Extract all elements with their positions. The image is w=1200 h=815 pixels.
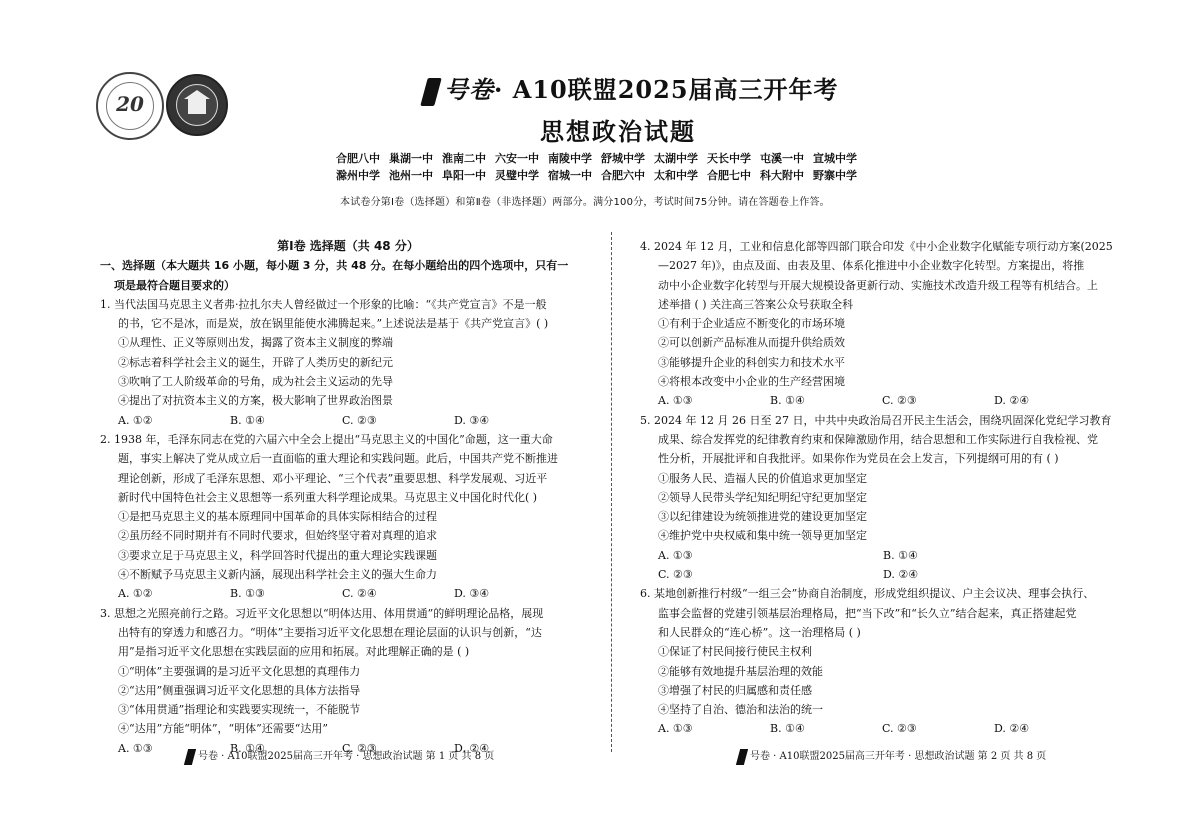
- question-stem-line: —2027 年)》，由点及面、由表及里、体系化推进中小企业数字化转型。方案提出，将推: [658, 259, 1085, 273]
- question-1: [100, 295, 596, 430]
- answer-choice: C. ②③: [882, 394, 917, 408]
- column-divider: [611, 232, 612, 752]
- question-list: [100, 295, 596, 758]
- question-option: ③增强了村民的归属感和责任感: [658, 683, 812, 697]
- question-option: ③能够提升企业的科创实力和技术水平: [658, 355, 845, 369]
- answer-choice: D. ③④: [454, 587, 490, 601]
- school-row: [336, 167, 896, 184]
- right-column: [640, 237, 1120, 739]
- question-option: ①有利于企业适应不断变化的市场环境: [658, 317, 845, 331]
- school-name: 南陵中学: [548, 152, 592, 165]
- school-name: 淮南二中: [442, 152, 486, 165]
- question-option: ③要求立足于马克思主义，科学回答时代提出的重大理论实践课题: [118, 548, 437, 562]
- answer-choice: B. ①④: [230, 741, 265, 755]
- answer-choice: A. ①③: [118, 741, 153, 755]
- answer-choice: A. ①③: [658, 548, 693, 562]
- question-stem-line: 成果、综合发挥党的纪律教育约束和保障激励作用，结合思想和工作实际进行自我检视、党: [658, 432, 1098, 446]
- question-stem-line: 性分析，开展批评和自我批评。如果你作为党员在会上发言，下列提纲可用的有 ( ): [658, 452, 1059, 466]
- school-seal-logo: [166, 74, 228, 136]
- school-name: 屯溪一中: [760, 152, 804, 165]
- answer-choice: D. ②④: [994, 394, 1030, 408]
- answer-choice: D. ②④: [454, 741, 490, 755]
- brand-name: 号卷: [444, 75, 494, 104]
- exam-note: 本试卷分第Ⅰ卷（选择题）和第Ⅱ卷（非选择题）两部分。满分100分，考试时间75分钟。请在答题卷上作答。: [340, 197, 830, 208]
- school-row: [336, 150, 896, 167]
- question-option: ④将根本改变中小企业的生产经营困境: [658, 375, 845, 389]
- question-option: ①保证了村民间接行使民主权利: [658, 645, 812, 659]
- question-option: ④不断赋予马克思主义新内涵，展现出科学社会主义的强大生命力: [118, 568, 437, 582]
- answer-choice: B. ①④: [883, 548, 918, 562]
- school-name: 太和中学: [654, 169, 698, 182]
- question-list: [640, 237, 1120, 739]
- left-column: [100, 237, 596, 758]
- school-name: 太湖中学: [654, 152, 698, 165]
- question-option: ④“达用”方能“明体”，“明体”还需要“达用”: [118, 722, 328, 736]
- question-option: ②“达用”侧重强调习近平文化思想的具体方法指导: [118, 683, 361, 697]
- school-name: 池州一中: [389, 169, 433, 182]
- question-option: ④提出了对抗资本主义的方案，极大影响了世界政治图景: [118, 394, 393, 408]
- school-name: 滁州中学: [336, 169, 380, 182]
- answer-choices: [100, 411, 596, 430]
- question-option: ①是把马克思主义的基本原理同中国革命的具体实际相结合的过程: [118, 510, 437, 524]
- answer-choice: D. ③④: [454, 413, 490, 427]
- question-5: [640, 411, 1120, 585]
- question-stem-line: 和人民群众的“连心桥”。这一治理格局 ( ): [658, 625, 861, 639]
- brand-mark-icon: [184, 749, 196, 765]
- answer-choice: B. ①④: [230, 413, 265, 427]
- answer-choice: D. ②④: [994, 722, 1030, 736]
- union-seal-logo: 20: [96, 72, 164, 140]
- question-option: ②能够有效地提升基层治理的效能: [658, 664, 823, 678]
- answer-choice: C. ②④: [342, 587, 377, 601]
- school-name: 野寨中学: [813, 169, 857, 182]
- school-name: 宣城中学: [813, 152, 857, 165]
- school-name: 阜阳一中: [442, 169, 486, 182]
- answer-choice: A. ①③: [658, 722, 693, 736]
- question-option: ②虽历经不同时期并有不同时代要求，但始终坚守着对真理的追求: [118, 529, 437, 543]
- question-stem-line: 2. 1938 年，毛泽东同志在党的六届六中全会上提出“马克思主义的中国化”命题，这一重大命: [100, 432, 553, 446]
- answer-choice: B. ①④: [770, 722, 805, 736]
- answer-choice: B. ①③: [230, 587, 265, 601]
- answer-choices: [640, 546, 1120, 585]
- question-3: [100, 604, 596, 758]
- title-rest: · A10联盟2025届高三开年考: [494, 75, 839, 104]
- question-4: [640, 237, 1120, 411]
- question-option: ③以纪律建设为统领推进党的建设更加坚定: [658, 510, 867, 524]
- question-option: ②可以创新产品标准从而提升供给质效: [658, 336, 845, 350]
- question-stem-line: 3. 思想之光照亮前行之路。习近平文化思想以“明体达用、体用贯通”的鲜明理论品格，展现: [100, 606, 544, 620]
- answer-choice: C. ②③: [342, 413, 377, 427]
- answer-choice: A. ①③: [658, 394, 693, 408]
- question-option: ②领导人民带头学纪知纪明纪守纪更加坚定: [658, 490, 867, 504]
- question-option: ④维护党中央权威和集中统一领导更加坚定: [658, 529, 867, 543]
- school-name: 舒城中学: [601, 152, 645, 165]
- school-name: 宿城一中: [548, 169, 592, 182]
- question-option: ②标志着科学社会主义的诞生，开辟了人类历史的新纪元: [118, 355, 393, 369]
- question-stem-line: 理论创新，形成了毛泽东思想、邓小平理论、“三个代表”重要思想、科学发展观、习近平: [118, 471, 548, 485]
- school-name: 灵璧中学: [495, 169, 539, 182]
- question-option: ③“体用贯通”指理论和实践要实现统一，不能脱节: [118, 703, 361, 717]
- question-stem-line: 1. 当代法国马克思主义者弗·拉扎尔夫人曾经做过一个形象的比喻：“《共产党宣言》不是一般: [100, 297, 547, 311]
- question-stem-line: 用”是指习近平文化思想在实践层面的应用和拓展。对此理解正确的是 ( ): [118, 645, 470, 659]
- question-option: ③吹响了工人阶级革命的号角，成为社会主义运动的先导: [118, 375, 393, 389]
- question-stem-line: 出特有的穿透力和感召力。“明体”主要指习近平文化思想在理论层面的认识与创新，“达: [118, 625, 542, 639]
- question-stem-line: 5. 2024 年 12 月 26 日至 27 日，中共中央政治局召开民主生活会，围绕巩固深化党纪学习教育: [640, 413, 1112, 427]
- answer-choices: [100, 584, 596, 603]
- question-6: [640, 584, 1120, 738]
- question-stem-line: 新时代中国特色社会主义思想等一系列重大科学理论成果。马克思主义中国化时代化( ): [118, 490, 538, 504]
- question-option: ①从理性、正义等原则出发，揭露了资本主义制度的弊端: [118, 336, 393, 350]
- section-instructions: 一、选择题（本大题共 16 小题，每小题 3 分，共 48 分。在每小题给出的四个选项中，只有一: [100, 259, 569, 273]
- section-title: 第Ⅰ卷 选择题（共 48 分）: [277, 239, 419, 253]
- question-stem-line: 监事会监督的党建引领基层治理格局，把“当下改”和“长久立”结合起来，真正搭建起党: [658, 606, 1077, 620]
- school-name: 巢湖一中: [389, 152, 433, 165]
- school-list: [336, 150, 896, 184]
- school-name: 天长中学: [707, 152, 751, 165]
- answer-choice: A. ①②: [118, 587, 153, 601]
- school-name: 合肥七中: [707, 169, 751, 182]
- footer-left: 号卷 · A10联盟2025届高三开年考 · 思想政治试题 第 1 页 共 8 页: [186, 747, 494, 765]
- question-stem-line: 的书，它不是冰，而是炭，放在锅里能使水沸腾起来。”上述说法是基于《共产党宣言》( ): [118, 317, 549, 331]
- school-name: 科大附中: [760, 169, 804, 182]
- answer-choices: [640, 391, 1120, 410]
- question-option: ①服务人民、造福人民的价值追求更加坚定: [658, 471, 867, 485]
- question-2: [100, 430, 596, 604]
- answer-choice: B. ①④: [770, 394, 805, 408]
- question-stem-line: 动中小企业数字化转型与开展大规模设备更新行动、实施技术改造升级工程等有机结合。上: [658, 278, 1098, 292]
- answer-choice: C. ②③: [342, 741, 377, 755]
- answer-choice: C. ②③: [882, 722, 917, 736]
- school-name: 合肥六中: [601, 169, 645, 182]
- brand-mark-icon: [736, 749, 748, 765]
- exam-title: [424, 70, 839, 106]
- question-option: ④坚持了自治、德治和法治的统一: [658, 703, 823, 717]
- question-stem-line: 4. 2024 年 12 月，工业和信息化部等四部门联合印发《中小企业数字化赋能专项行动方案(2025: [640, 240, 1113, 253]
- answer-choices: [640, 719, 1120, 738]
- subject-title: 思想政治试题: [540, 117, 696, 146]
- school-name: 合肥八中: [336, 152, 380, 165]
- section-instructions: 项是最符合题目要求的）: [114, 278, 235, 292]
- brand-mark-icon: [420, 78, 442, 106]
- question-stem-line: 题，事实上解决了党从成立后一直面临的重大理论和实践问题。此后，中国共产党不断推进: [118, 452, 558, 466]
- school-name: 六安一中: [495, 152, 539, 165]
- question-option: ①“明体”主要强调的是习近平文化思想的真理伟力: [118, 664, 361, 678]
- answer-choice: A. ①②: [118, 413, 153, 427]
- question-stem-line: 6. 某地创新推行村级“一组三会”协商自治制度，形成党组织提议、户主会议决、理事会执行、: [640, 587, 1095, 601]
- question-stem-line: 述举措 ( ) 关注高三答案公众号获取全科: [658, 297, 854, 311]
- answer-choice: D. ②④: [883, 568, 919, 582]
- answer-choice: C. ②③: [658, 568, 693, 582]
- footer-right: 号卷 · A10联盟2025届高三开年考 · 思想政治试题 第 2 页 共 8 页: [738, 747, 1046, 765]
